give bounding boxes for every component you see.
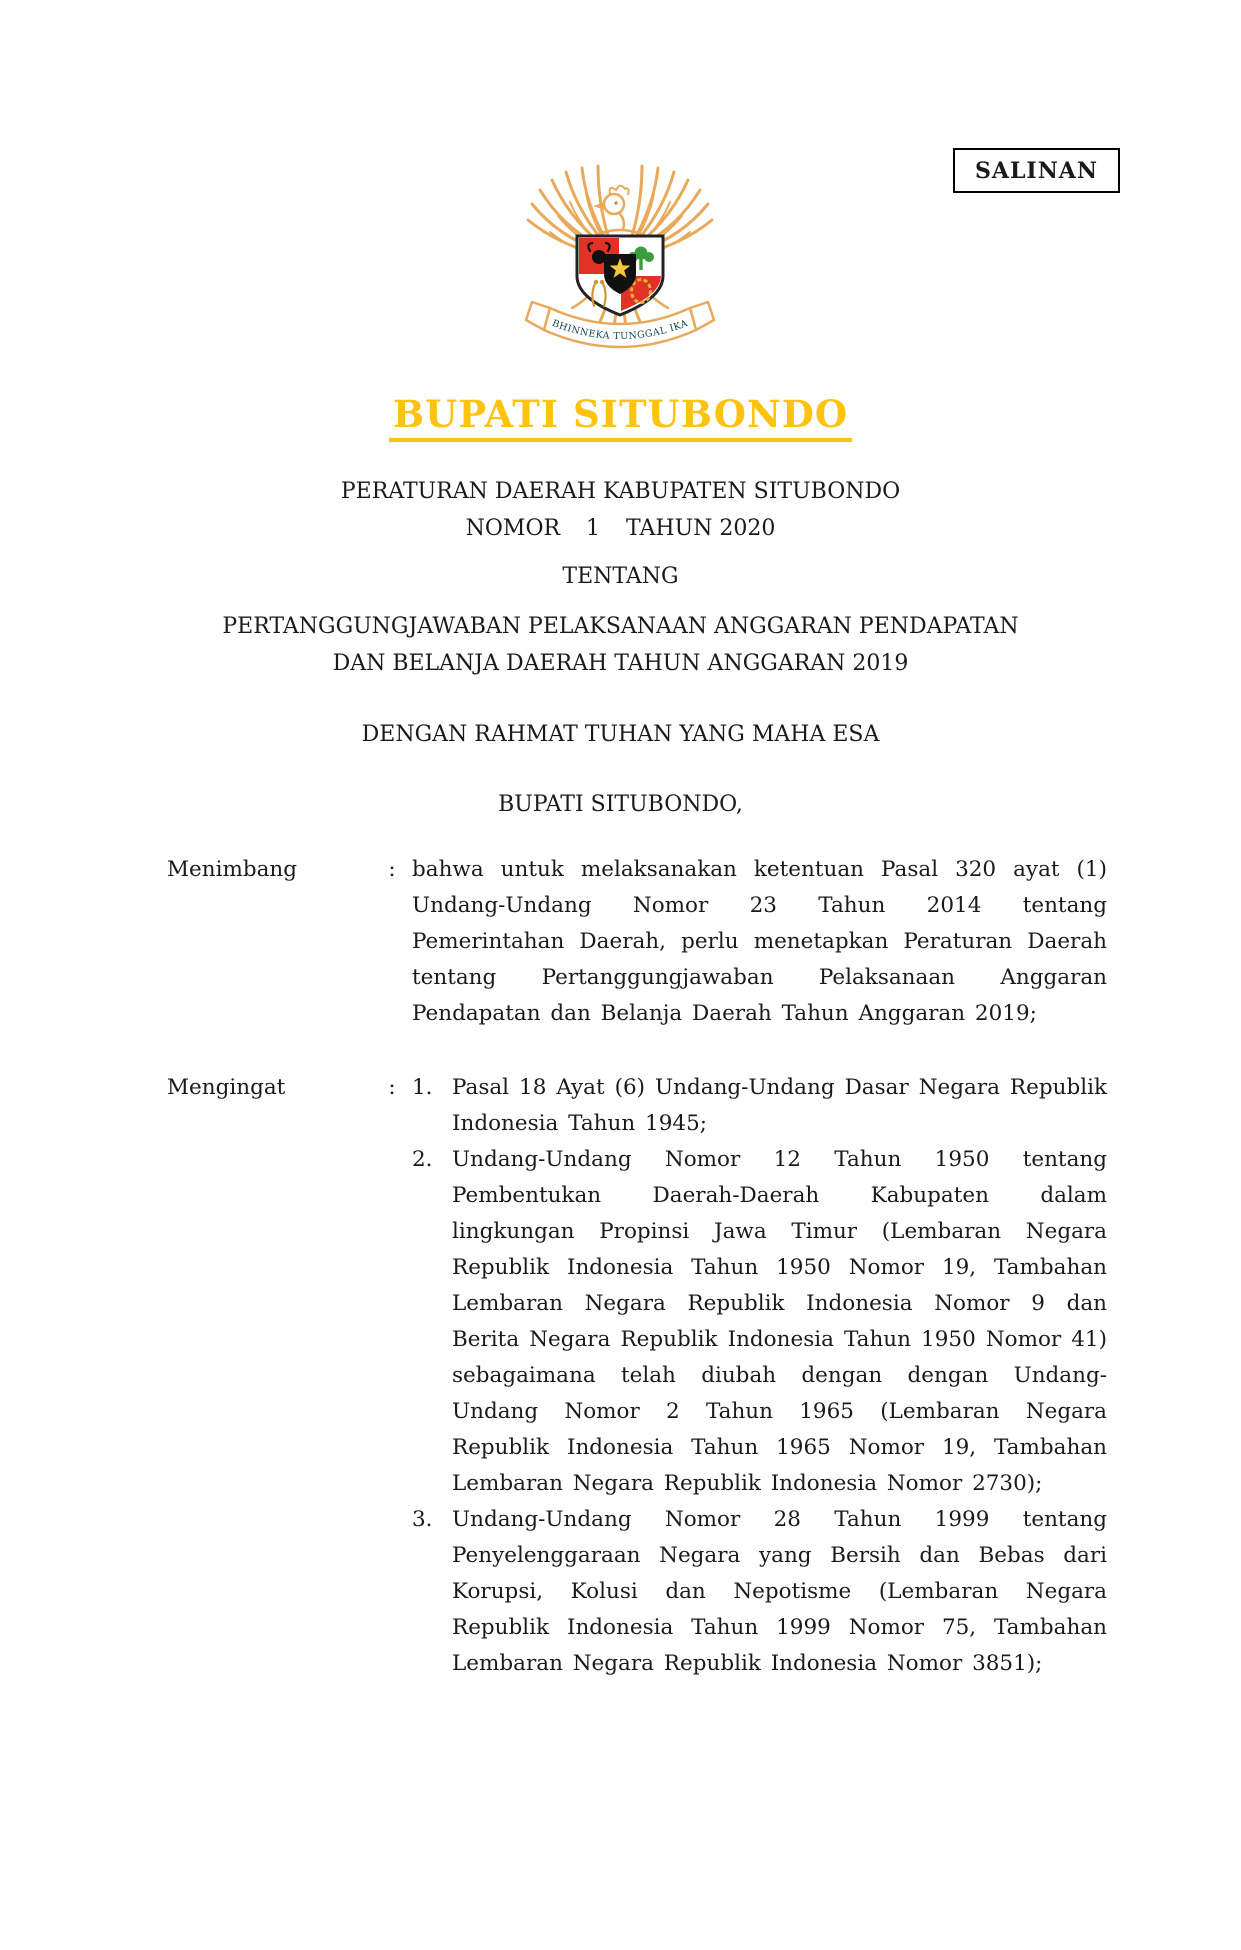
subject-line-2: DAN BELANJA DAERAH TAHUN ANGGARAN 2019 xyxy=(332,651,909,676)
recalling-colon: : xyxy=(388,1075,396,1100)
page-title xyxy=(0,392,1241,442)
regulation-number-line xyxy=(0,510,1241,547)
item-number: 2. xyxy=(412,1147,433,1172)
number-value: 1 xyxy=(586,516,601,541)
document-heading xyxy=(0,473,1241,823)
document-body xyxy=(167,852,1107,1682)
legal-basis-list xyxy=(412,1070,1107,1682)
about-label: TENTANG xyxy=(562,564,679,589)
number-label: NOMOR xyxy=(465,516,561,541)
motto-text: BHINNEKA TUNGGAL IKA xyxy=(550,317,690,343)
considering-text: bahwa untuk melaksanakan ketentuan Pasal 320 ayat (1) Undang-Undang Nomor 23 Tahun 2014 tentang Pemerintahan Daerah, perlu menetapkan Peraturan Daerah tentang Pertanggungjawaban Pelaksanaan Anggaran Pendapatan dan Belanja Daerah Tahun Anggaran 2019; xyxy=(412,857,1107,1026)
considering-colon: : xyxy=(388,857,396,882)
invocation-line: DENGAN RAHMAT TUHAN YANG MAHA ESA xyxy=(361,722,880,747)
year-label: TAHUN 2020 xyxy=(626,516,776,541)
issuer-line: BUPATI SITUBONDO, xyxy=(498,792,743,817)
regulation-type-line: PERATURAN DAERAH KABUPATEN SITUBONDO xyxy=(340,479,901,504)
recalling-label: Mengingat xyxy=(167,1075,286,1100)
item-number: 1. xyxy=(412,1075,433,1100)
item-text: Undang-Undang Nomor 28 Tahun 1999 tentang Penyelenggaraan Negara yang Bersih dan Bebas dari Korupsi, Kolusi dan Nepotisme (Lembaran Negara Republik Indonesia Tahun 1999 Nomor 75, Tambahan Lembaran Negara Republik Indonesia Nomor 3851); xyxy=(452,1507,1107,1676)
salinan-stamp-label: SALINAN xyxy=(974,157,1098,184)
garuda-pancasila-icon xyxy=(518,158,722,363)
item-text: Pasal 18 Ayat (6) Undang-Undang Dasar Negara Republik Indonesia Tahun 1945; xyxy=(452,1075,1107,1136)
item-text: Undang-Undang Nomor 12 Tahun 1950 tentang Pembentukan Daerah-Daerah Kabupaten dalam lingkungan Propinsi Jawa Timur (Lembaran Negara Republik Indonesia Tahun 1950 Nomor 19, Tambahan Lembaran Negara Republik Indonesia Nomor 9 dan Berita Negara Republik Indonesia Tahun 1950 Nomor 41) sebagaimana telah diubah dengan dengan Undang-Undang Nomor 2 Tahun 1965 (Lembaran Negara Republik Indonesia Tahun 1965 Nomor 19, Tambahan Lembaran Negara Republik Indonesia Nomor 2730); xyxy=(452,1147,1107,1496)
legal-basis-item xyxy=(412,1070,1107,1142)
item-number: 3. xyxy=(412,1507,433,1532)
garuda-emblem-svg xyxy=(518,158,722,363)
salinan-stamp xyxy=(953,148,1120,193)
pancasila-shield-icon xyxy=(577,236,663,315)
legal-basis-item xyxy=(412,1502,1107,1682)
considering-section xyxy=(167,852,1107,1032)
considering-label: Menimbang xyxy=(167,857,298,882)
page-title-text: BUPATI SITUBONDO xyxy=(389,392,852,442)
legal-basis-item xyxy=(412,1142,1107,1502)
recalling-section xyxy=(167,1070,1107,1682)
subject-line-1: PERTANGGUNGJAWABAN PELAKSANAAN ANGGARAN PENDAPATAN xyxy=(222,614,1019,639)
